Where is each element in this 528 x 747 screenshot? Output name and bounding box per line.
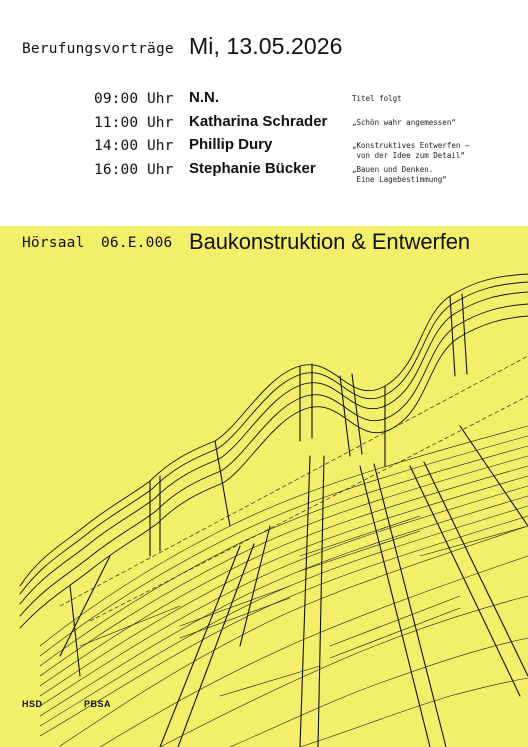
talk-time: 14:00 Uhr [94, 138, 174, 154]
talk-row [0, 112, 528, 134]
talk-title: „Bauen und Denken. Eine Lagebestimmung“ [352, 165, 447, 184]
header-section [0, 0, 528, 226]
talk-row [0, 88, 528, 110]
chair-title: Baukonstruktion & Entwerfen [189, 229, 471, 254]
event-label: Berufungsvorträge [22, 41, 174, 57]
talk-row [0, 159, 528, 184]
construction-drawing [0, 226, 528, 747]
pbsa-logo: PBSA [84, 699, 112, 709]
talk-title: Titel folgt [352, 94, 402, 103]
talk-time: 11:00 Uhr [94, 115, 174, 131]
talk-row [0, 135, 528, 160]
event-date: Mi, 13.05.2026 [189, 33, 343, 59]
speaker-name: Phillip Dury [189, 136, 273, 153]
speaker-name: Stephanie Bücker [189, 160, 316, 177]
speaker-name: N.N. [189, 89, 219, 106]
room-code: 06.E.006 [101, 235, 173, 251]
talk-time: 16:00 Uhr [94, 162, 174, 178]
talk-title: „Konstruktives Entwerfen – von der Idee zum Detail“ [352, 141, 470, 160]
talk-time: 09:00 Uhr [94, 91, 174, 107]
poster-panel [0, 226, 528, 747]
hsd-logo: HSD [22, 699, 43, 709]
room-label: Hörsaal [22, 235, 85, 251]
speaker-name: Katharina Schrader [189, 113, 328, 130]
talk-title: „Schön wahr angemessen“ [352, 118, 456, 127]
